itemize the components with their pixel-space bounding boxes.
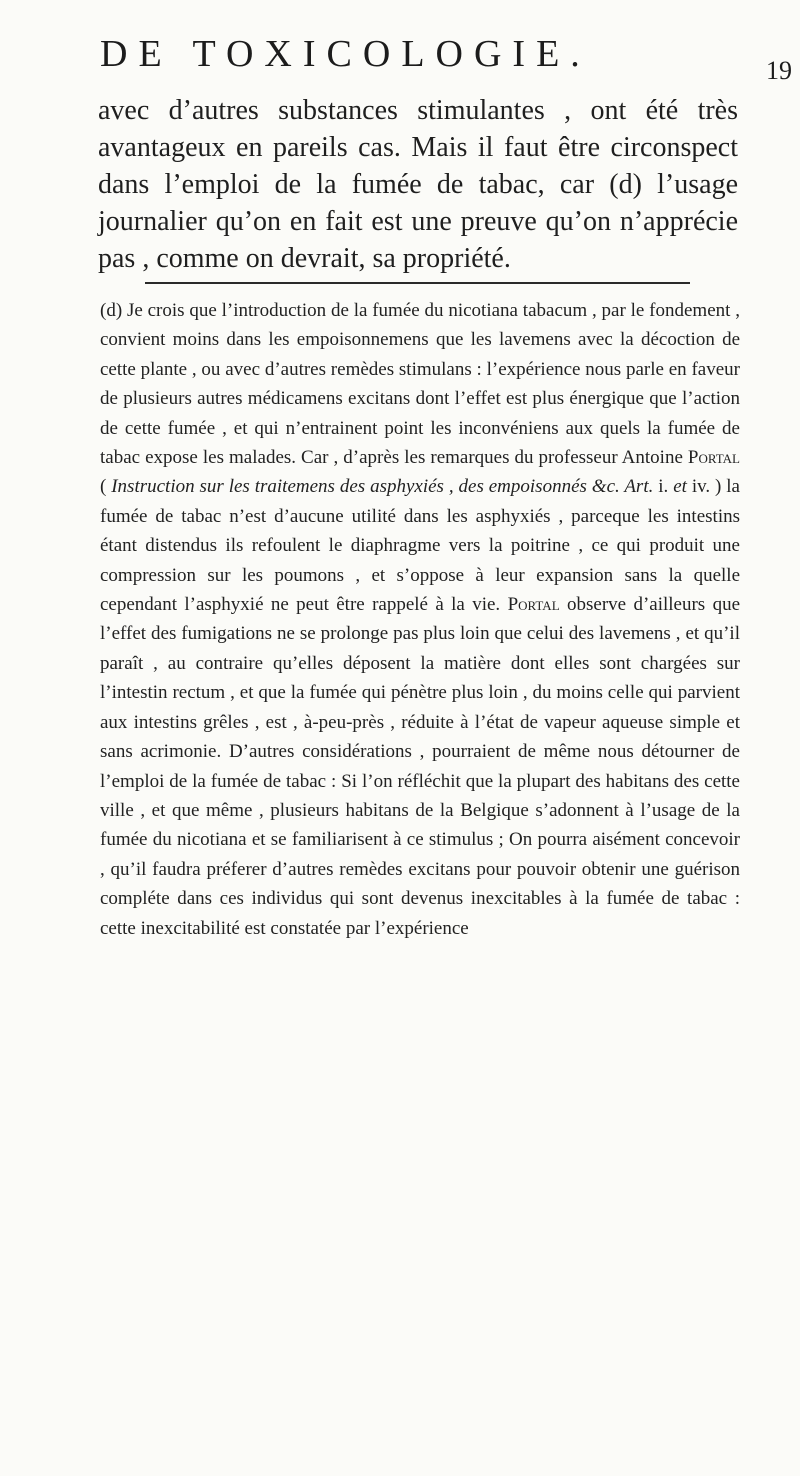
author-name-portal-2: Portal bbox=[507, 594, 560, 616]
footnote-text-4: iv. ) la fumée de tabac n’est d’aucune utilité dans les asphyxiés , parceque les intestins étant distendus ils refoulent le diaphragme vers la poitrine , ce qui produit une compression sur les poumons , et s’oppose à leur expansion sans la quelle cependant l’asphyxié ne peut être rappelé à la vie. bbox=[100, 476, 740, 616]
main-paragraph: avec d’autres substances stimulantes , ont été très avantageux en pareils cas. Mais il faut être circonspect dans l’emploi de la fumée de tabac, car (d) l’usage journalier qu’on en fait est une preuve qu’on n’apprécie pas , comme on devrait, sa propriété. bbox=[98, 95, 738, 274]
author-name-portal: Portal bbox=[687, 447, 740, 469]
footnote-divider bbox=[145, 282, 690, 284]
cited-work-title: Instruction sur les traitemens des asphyxiés , des empoisonnés &c. Art. bbox=[111, 476, 654, 498]
page-number: 19 bbox=[766, 56, 792, 85]
footnote-paragraph bbox=[100, 296, 740, 943]
running-title: DE TOXICOLOGIE. bbox=[100, 33, 591, 75]
footnote-text-3: i. bbox=[653, 476, 674, 498]
footnote-text-5: observe d’ailleurs que l’effet des fumigations ne se prolonge pas plus loin que celui des lavemens , et qu’il paraît , au contraire qu’elles déposent la matière dont elles sont chargées sur l’intestin rectum , et que la fumée qui pénètre plus loin , du moins celle qui parvient aux intestins grêles , est , à-peu-près , réduite à l’état de vapeur aqueuse simple et sans acrimonie. D’autres considérations , pourraient de même nous détourner de l’emploi de la fumée de tabac : Si l’on réfléchit que la plupart des habitans des cette ville , et que même , plusieurs habitans de la Belgique s’adonnent à l’usage de la fumée du nicotiana et se familiarisent à ce stimulus ; On pourra aisément concevoir , qu’il faudra préferer d’autres remèdes excitans pour pouvoir obtenir une guérison compléte dans ces individus qui sont devenus inexcitables à la fumée de tabac : cette inexcitabilité est constatée par l’expérience bbox=[100, 594, 740, 939]
page-header bbox=[100, 32, 640, 82]
cited-work-connector: et bbox=[673, 476, 687, 498]
footnote-text-1: (d) Je crois que l’introduction de la fumée du nicotiana tabacum , par le fondement , convient moins dans les empoisonnemens que les lavemens avec la décoction de cette plante , ou avec d’autres remèdes stimulans : l’expérience nous parle en faveur de plusieurs autres médicamens excitans dont l’effet est plus énergique que l’action de cette fumée , et qui n’entrainent point les inconvéniens aux quels la fumée de tabac expose les malades. Car , d’après les remarques du professeur Antoine bbox=[100, 300, 740, 469]
footnote-text-2: ( bbox=[100, 476, 112, 498]
